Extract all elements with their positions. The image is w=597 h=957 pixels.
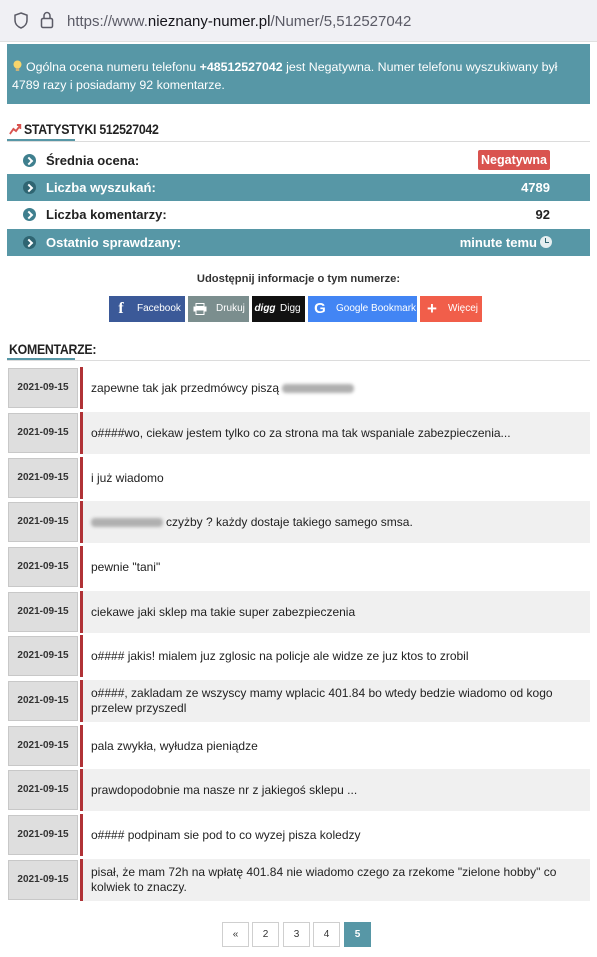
comment-date: 2021-09-15 — [8, 413, 78, 453]
comment-row — [7, 546, 590, 588]
summary-text-b: jest Negatywna. Numer telefonu wyszukiwany był 4789 razy i posiadamy 92 komentarze. — [12, 60, 558, 92]
stat-label: Liczba wyszukań: — [46, 180, 156, 195]
lightbulb-icon — [12, 60, 23, 72]
comment-row — [7, 412, 590, 454]
share-print-button[interactable] — [188, 296, 249, 322]
comment-date: 2021-09-15 — [8, 502, 78, 542]
comment-text: pala zwykła, wyłudza pieniądze — [91, 738, 258, 753]
url-path: /Numer/5,512527042 — [270, 13, 412, 30]
url-host: nieznany-numer.pl — [147, 13, 271, 30]
comment-row — [7, 635, 590, 677]
share-title: Udostępnij informacje o tym numerze: — [196, 273, 401, 285]
share-label: Więcej — [448, 303, 479, 314]
share-more-button[interactable] — [420, 296, 482, 322]
stat-label: Ostatnio sprawdzany: — [46, 235, 182, 250]
google-icon: G — [314, 300, 326, 317]
redacted-blur — [91, 518, 163, 527]
share-label: Drukuj — [216, 303, 245, 314]
comments-title: KOMENTARZE: — [9, 341, 97, 357]
comment-text — [91, 367, 582, 409]
stat-label: Liczba komentarzy: — [46, 207, 167, 222]
comment-date: 2021-09-15 — [8, 681, 78, 721]
comment-row — [7, 680, 590, 722]
comment-row — [7, 725, 590, 767]
stat-value: 4789 — [521, 180, 550, 195]
chevron-right-icon — [23, 236, 36, 249]
chevron-right-icon — [23, 154, 36, 167]
url-text[interactable] — [67, 13, 411, 30]
share-label: Facebook — [137, 303, 181, 314]
comments-divider — [7, 360, 590, 361]
comment-row — [7, 859, 590, 901]
chevron-right-icon — [23, 208, 36, 221]
comment-accent-bar — [80, 635, 83, 677]
clock-icon — [540, 236, 552, 248]
comment-accent-bar — [80, 457, 83, 499]
comment-date: 2021-09-15 — [8, 458, 78, 498]
comment-text: prawdopodobnie ma nasze nr z jakiegoś sklepu ... — [83, 769, 590, 811]
rating-summary-box — [7, 44, 590, 104]
comment-accent-bar — [80, 725, 83, 767]
share-digg-button[interactable] — [252, 296, 305, 322]
comment-row — [7, 457, 590, 499]
stat-label: Średnia ocena: — [46, 153, 140, 168]
share-google-bookmark-button[interactable] — [308, 296, 417, 322]
lock-icon[interactable] — [40, 11, 54, 29]
pagination-page-4[interactable]: 4 — [313, 922, 340, 947]
comment-row — [7, 769, 590, 811]
comment-text: o#### jakis! mialem juz zglosic na policje ale widze ze juz ktos to zrobil — [91, 648, 469, 663]
comment-date: 2021-09-15 — [8, 368, 78, 408]
comment-date: 2021-09-15 — [8, 815, 78, 855]
redacted-blur — [282, 384, 354, 393]
chevron-right-icon — [23, 181, 36, 194]
comment-text: ciekawe jaki sklep ma takie super zabezpieczenia — [83, 591, 590, 633]
rating-badge: Negatywna — [478, 150, 550, 170]
chart-trend-icon — [9, 123, 21, 135]
stats-title — [9, 121, 159, 137]
stat-row-last-checked — [7, 229, 590, 256]
share-label: Google Bookmark — [336, 303, 417, 314]
stats-divider — [7, 141, 590, 142]
pagination-prev[interactable]: « — [222, 922, 249, 947]
comment-text: pisał, że mam 72h na wpłatę 401.84 nie wiadomo czego za rzekome "zielone hobby" co kolwiek to znaczy. — [83, 859, 590, 901]
comment-accent-bar — [80, 814, 83, 856]
pagination-page-2[interactable]: 2 — [252, 922, 279, 947]
plus-icon: + — [427, 299, 437, 318]
stat-row-searches — [7, 174, 590, 201]
stat-row-rating — [7, 147, 590, 174]
comment-row — [7, 501, 590, 543]
comment-date: 2021-09-15 — [8, 547, 78, 587]
comment-text-content: zapewne tak jak przedmówcy piszą — [91, 380, 280, 395]
comment-row — [7, 591, 590, 633]
summary-number: +48512527042 — [199, 60, 283, 74]
comment-text: i już wiadomo — [91, 470, 164, 485]
comment-date: 2021-09-15 — [8, 726, 78, 766]
stat-value — [460, 235, 552, 250]
share-facebook-button[interactable] — [109, 296, 185, 322]
address-bar[interactable] — [0, 0, 597, 42]
pagination-page-3[interactable]: 3 — [283, 922, 310, 947]
comment-text: pewnie "tani" — [91, 559, 161, 574]
stat-value: 92 — [535, 207, 550, 222]
comment-text-content: czyżby ? każdy dostaje takiego samego smsa. — [166, 514, 413, 529]
facebook-icon: f — [118, 300, 124, 317]
comment-date: 2021-09-15 — [8, 770, 78, 810]
comment-text — [83, 501, 590, 543]
stat-row-comments — [7, 201, 590, 228]
comment-row — [7, 367, 590, 409]
comment-text: o####, zakladam ze wszyscy mamy wplacic 401.84 bo wtedy bedzie wiadomo od kogo przelew przyszedl — [83, 680, 590, 722]
pagination-page-5-current[interactable]: 5 — [344, 922, 371, 947]
comment-accent-bar — [80, 546, 83, 588]
url-prefix: https://www. — [67, 13, 148, 30]
comment-row — [7, 814, 590, 856]
summary-text-a: Ogólna ocena numeru telefonu — [26, 60, 200, 74]
comment-date: 2021-09-15 — [8, 860, 78, 900]
share-label: Digg — [280, 303, 301, 314]
digg-icon: digg — [254, 303, 276, 314]
last-checked-text: minute temu — [459, 235, 537, 250]
comment-date: 2021-09-15 — [8, 592, 78, 632]
printer-icon — [188, 296, 212, 322]
comment-accent-bar — [80, 367, 83, 409]
comment-date: 2021-09-15 — [8, 636, 78, 676]
comment-text: o####wo, ciekaw jestem tylko co za strona ma tak wspaniale zabezpieczenia... — [83, 412, 590, 454]
stats-title-text: STATYSTYKI 512527042 — [23, 121, 159, 137]
shield-icon[interactable] — [14, 12, 28, 29]
comment-text: o#### podpinam sie pod to co wyzej pisza koledzy — [91, 827, 361, 842]
